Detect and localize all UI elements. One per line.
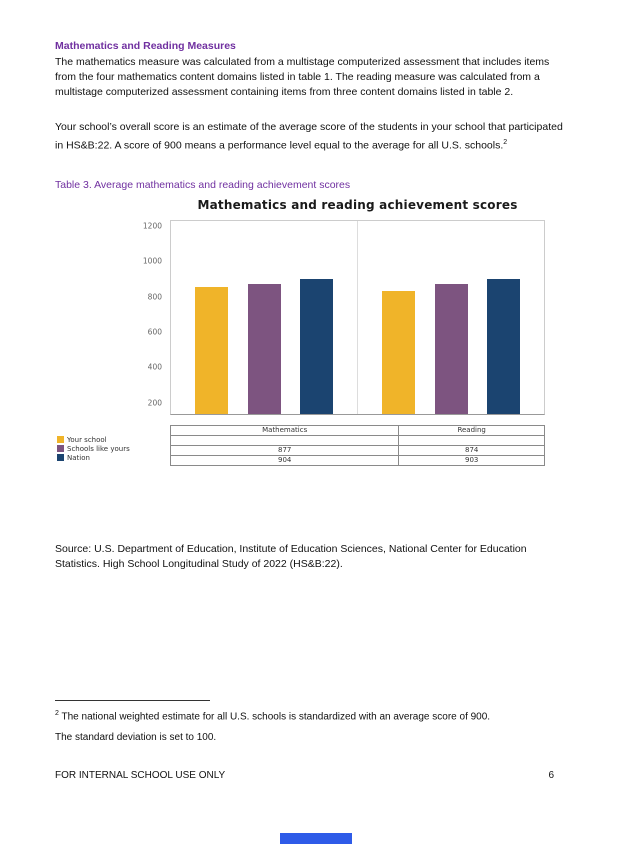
- achievement-chart: [55, 198, 545, 466]
- legend-swatch: [57, 454, 64, 461]
- y-tick-label: 800: [147, 292, 162, 302]
- value-cell-your-school-reading: [399, 436, 545, 446]
- chart-bottom: [55, 425, 545, 466]
- footnote-marker: 2: [55, 710, 59, 717]
- y-tick-label: 1200: [142, 221, 162, 231]
- bottom-blue-bar[interactable]: [280, 833, 352, 844]
- value-table-header-mathematics: Mathematics: [171, 426, 399, 436]
- y-tick-label: 400: [147, 362, 162, 372]
- footer-text: FOR INTERNAL SCHOOL USE ONLY: [55, 770, 226, 781]
- value-cell-nation-mathematics: 904: [171, 456, 399, 466]
- y-tick-label: 200: [147, 398, 162, 408]
- legend-item-nation: [57, 453, 170, 462]
- paragraph-overall-score: [55, 120, 572, 154]
- page-number: 6: [548, 770, 554, 781]
- value-table-header-row: [171, 426, 545, 436]
- legend-item-schools-like-yours: [57, 444, 170, 453]
- chart-title: Mathematics and reading achievement scores: [197, 198, 518, 212]
- bar-group-mathematics: [171, 221, 358, 414]
- legend-swatch: [57, 436, 64, 443]
- footnote-1-text: The national weighted estimate for all U.S. schools is standardized with an average score of 900.: [61, 711, 491, 723]
- footnote-reference: 2: [503, 139, 508, 146]
- chart-legend: [55, 425, 170, 466]
- y-tick-label: 600: [147, 327, 162, 337]
- legend-label: Schools like yours: [67, 444, 130, 453]
- section-heading: Mathematics and Reading Measures: [55, 40, 236, 52]
- legend-label: Your school: [67, 435, 107, 444]
- legend-label: Nation: [67, 453, 90, 462]
- bar-nation-mathematics: [300, 279, 333, 414]
- bar-nation-reading: [487, 279, 520, 414]
- footnote-divider: [55, 700, 210, 701]
- value-cell-schools-like-yours-mathematics: 877: [171, 446, 399, 456]
- paragraph-overall-score-text: Your school’s overall score is an estimate of the average score of the students in your school that participated in HS&B:22. A score of 900 means a performance level equal to the average for all U.S. schools.: [55, 121, 563, 152]
- value-cell-nation-reading: 903: [399, 456, 545, 466]
- y-tick-label: 1000: [142, 256, 162, 266]
- value-table-row-your-school: [171, 436, 545, 446]
- value-cell-schools-like-yours-reading: 874: [399, 446, 545, 456]
- paragraph-measures: The mathematics measure was calculated from a multistage computerized assessment that includes items from the four mathematics content domains listed in table 1. The reading measure was calculated from a multistage computerized assessment containing items from three content domains listed in table 2.: [55, 56, 550, 98]
- chart-plot-area: [170, 220, 545, 415]
- chart-body: [55, 220, 545, 415]
- legend-item-your-school: [57, 435, 170, 444]
- chart-value-table: [170, 425, 545, 466]
- table3-caption: Table 3. Average mathematics and reading achievement scores: [55, 179, 351, 191]
- value-table-row-nation: [171, 456, 545, 466]
- bar-your-school-mathematics: [195, 287, 228, 414]
- bar-group-reading: [358, 221, 544, 414]
- chart-y-axis: [55, 220, 170, 415]
- footnote-1: [55, 707, 560, 724]
- value-cell-your-school-mathematics: [171, 436, 399, 446]
- source-note: Source: U.S. Department of Education, Institute of Education Sciences, National Center for Education Statistics. High School Longitudinal Study of 2022 (HS&B:22).: [55, 543, 527, 570]
- bar-schools-like-yours-mathematics: [248, 284, 281, 414]
- bar-your-school-reading: [382, 291, 415, 414]
- page-footer: [55, 770, 554, 781]
- value-table-row-schools-like-yours: [171, 446, 545, 456]
- bar-schools-like-yours-reading: [435, 284, 468, 414]
- footnote-2: The standard deviation is set to 100.: [55, 732, 217, 743]
- value-table-header-reading: Reading: [399, 426, 545, 436]
- legend-swatch: [57, 445, 64, 452]
